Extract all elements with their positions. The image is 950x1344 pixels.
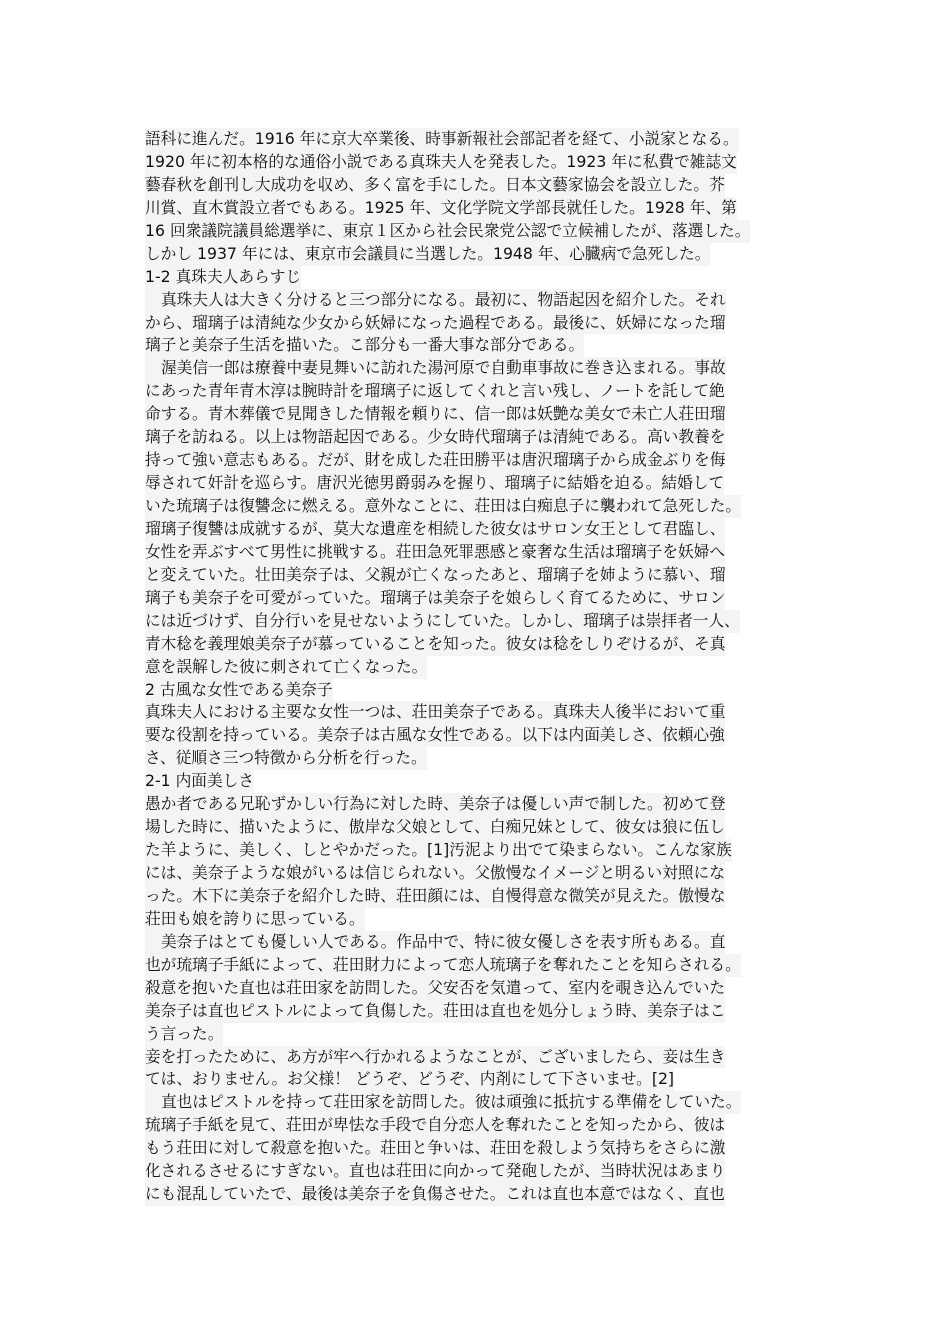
text-line: 璃子と美奈子生活を描いた。こ部分も一番大事な部分である。 (145, 334, 584, 357)
text-line: 16 回衆議院議員総選挙に、東京１区から社会民衆党公認で立候補したが、落選した。 (145, 220, 750, 243)
text-line: 真珠夫人は大きく分けると三つ部分になる。最初に、物語起因を紹介した。それ (145, 289, 726, 312)
text-line: から、瑠璃子は清純な少女から妖婦になった過程である。最後に、妖婦になった瑠 (145, 312, 725, 335)
text-line: 直也はピストルを持って荘田家を訪問した。彼は頑強に抵抗する準備をしていた。 (145, 1091, 741, 1114)
text-line: 要な役割を持っている。美奈子は古風な女性である。以下は内面美しさ、依頼心強 (145, 724, 725, 747)
text-line: 化されるさせるにすぎない。直也は荘田に向かって発砲したが、当時状況はあまり (145, 1160, 725, 1183)
text-line: 持って強い意志もある。だが、財を成した荘田勝平は唐沢瑠璃子から成金ぶりを侮 (145, 449, 725, 472)
text-line: 瑠璃子復讐は成就するが、莫大な遺産を相続した彼女はサロン女王として君臨し、 (145, 518, 725, 541)
text-line: 璃子も美奈子を可愛がっていた。瑠璃子は美奈子を娘らしく育てるために、サロン (145, 587, 725, 610)
text-line: 藝春秋を創刊し大成功を収め、多く富を手にした。日本文藝家協会を設立した。芥 (145, 174, 725, 197)
text-line: 川賞、直木賞設立者でもある。1925 年、文化学院文学部長就任した。1928 年、第 (145, 197, 737, 220)
text-line: さ、従順さ三つ特徴から分析を行った。 (145, 747, 427, 770)
text-line: 美奈子は直也ピストルによって負傷した。荘田は直也を処分しょう時、美奈子はこ (145, 1000, 725, 1023)
text-line: う言った。 (145, 1023, 223, 1046)
text-line: った。木下に美奈子を紹介した時、荘田顔には、自慢得意な微笑が見えた。傲慢な (145, 885, 725, 908)
text-line: 璃子を訪ねる。以上は物語起因である。少女時代瑠璃子は清純である。高い教養を (145, 426, 725, 449)
text-line: 場した時に、描いたように、傲岸な父娘として、白痴兄妹として、彼女は狼に伍し (145, 816, 725, 839)
text-line: 妾を打ったために、あ方が牢へ行かれるようなことが、ございましたら、妾は生き (145, 1046, 725, 1069)
text-line: 荘田も娘を誇りに思っている。 (145, 908, 365, 931)
text-line: 殺意を抱いた直也は荘田家を訪問した。父安否を気遣って、室内を覗き込んでいた (145, 977, 725, 1000)
text-line: 命する。青木葬儀で見聞きした情報を頼りに、信一郎は妖艶な美女で未亡人荘田瑠 (145, 403, 725, 426)
text-line: ては、おりません。お父様！ どうぞ、どうぞ、内剤にして下さいませ。[2] (145, 1068, 674, 1091)
text-line: しかし 1937 年には、東京市会議員に当選した。1948 年、心臓病で急死した。 (145, 243, 710, 266)
text-line: 女性を弄ぶすべて男性に挑戦する。荘田急死罪悪感と豪奢な生活は瑠璃子を妖婦へ (145, 541, 725, 564)
text-line: 美奈子はとても優しい人である。作品中で、特に彼女優しさを表す所もある。直 (145, 931, 725, 954)
text-line: 青木稔を義理娘美奈子が慕っていることを知った。彼女は稔をしりぞけるが、そ真 (145, 633, 725, 656)
text-line: た羊ように、美しく、しとやかだった。[1]汚泥より出でて染まらない。こんな家族 (145, 839, 732, 862)
text-line: もう荘田に対して殺意を抱いた。荘田と争いは、荘田を殺しよう気持ちをさらに激 (145, 1137, 725, 1160)
text-line: 意を誤解した彼に刺されて亡くなった。 (145, 656, 427, 679)
text-line: 愚か者である兄恥ずかしい行為に対した時、美奈子は優しい声で制した。初めて登 (145, 793, 725, 816)
text-line: 真珠夫人における主要な女性一つは、荘田美奈子である。真珠夫人後半において重 (145, 701, 725, 724)
text-line: 琉璃子手紙を見て、荘田が卑怯な手段で自分恋人を奪れたことを知ったから、彼は (145, 1114, 725, 1137)
text-line: と変えていた。壮田美奈子は、父親が亡くなったあと、瑠璃子を姉ように慕い、瑠 (145, 564, 725, 587)
text-line: 1-2 真珠夫人あらすじ (145, 266, 301, 289)
text-line: にあった青年青木淳は腕時計を瑠璃子に返してくれと言い残し、ノートを託して絶 (145, 380, 725, 403)
text-line: 辱されて奸計を巡らす。唐沢光徳男爵弱みを握り、瑠璃子に結婚を迫る。結婚して (145, 472, 724, 495)
text-line: 2-1 内面美しさ (145, 770, 254, 793)
text-line: 1920 年に初本格的な通俗小説である真珠夫人を発表した。1923 年に私費で雑誌文 (145, 151, 737, 174)
text-line: 也が琉璃子手紙によって、荘田財力によって恋人琉璃子を奪れたことを知らされる。 (145, 954, 741, 977)
text-line: いた琉璃子は復讐念に燃える。意外なことに、荘田は白痴息子に襲われて急死した。 (145, 495, 741, 518)
text-line: 渥美信一郎は療養中妻見舞いに訪れた湯河原で自動車事故に巻き込まれる。事故 (145, 357, 726, 380)
text-line: 語科に進んだ。1916 年に京大卒業後、時事新報社会部記者を経て、小説家となる。 (145, 128, 739, 151)
text-line: には、美奈子ような娘がいるは信じられない。父傲慢なイメージと明るい対照にな (145, 862, 725, 885)
document-page (145, 128, 815, 1206)
text-line: にも混乱していたで、最後は美奈子を負傷させた。これは直也本意ではなく、直也 (145, 1183, 725, 1206)
text-line: 2 古風な女性である美奈子 (145, 679, 333, 702)
text-line: には近づけず、自分行いを見せないようにしていた。しかし、瑠璃子は崇拝者一人、 (145, 610, 740, 633)
